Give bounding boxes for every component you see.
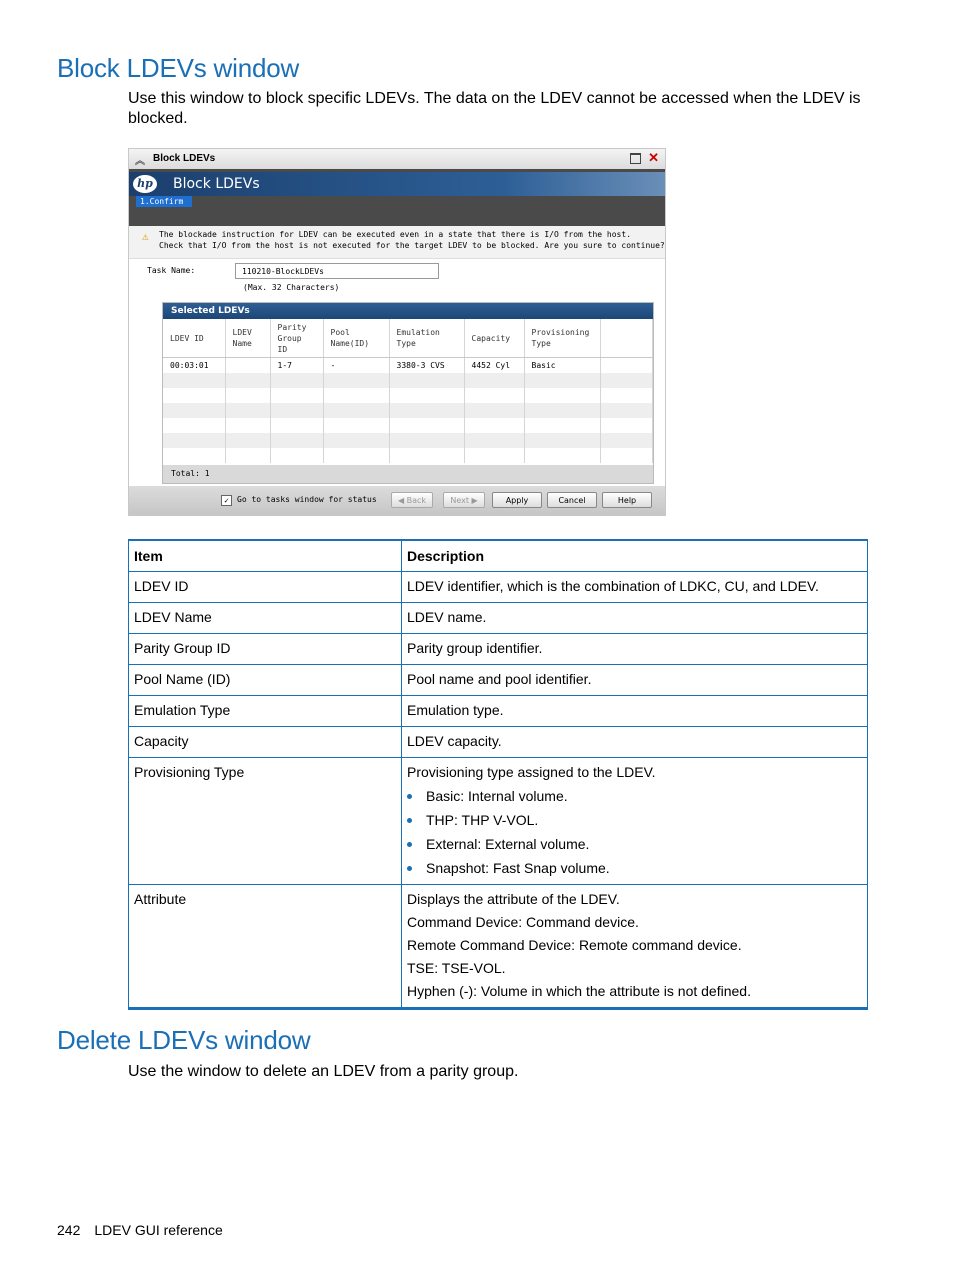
description-cell: Emulation type.: [402, 696, 868, 727]
grid-cell: [225, 418, 270, 433]
ldev-item-description-table: [128, 539, 868, 1010]
column-header-line: Emulation: [396, 328, 440, 337]
page-number: 242: [57, 1222, 81, 1238]
item-cell: Attribute: [129, 885, 402, 1009]
grid-column-header[interactable]: [270, 319, 323, 358]
grid-column-header[interactable]: [163, 319, 225, 358]
grid-cell: [323, 418, 389, 433]
grid-cell: [225, 358, 270, 374]
grid-column-header[interactable]: [524, 319, 600, 358]
grid-row: [163, 433, 653, 448]
provisioning-types-list: [407, 784, 862, 880]
grid-cell: [323, 388, 389, 403]
window-footer: [129, 486, 665, 516]
grid-cell: -: [323, 358, 389, 374]
column-header-line: LDEV ID: [170, 333, 204, 343]
grid-cell: [270, 373, 323, 388]
back-button[interactable]: ◀ Back: [391, 492, 433, 508]
next-button[interactable]: Next ▶: [443, 492, 485, 508]
column-header-line: Provisioning: [531, 328, 590, 337]
grid-cell: [270, 448, 323, 463]
grid-cell: [389, 448, 464, 463]
grid-title: Selected LDEVs: [163, 303, 653, 319]
window-title: Block LDEVs: [153, 153, 216, 164]
grid-cell: [600, 448, 653, 463]
grid-cell: [323, 403, 389, 418]
grid-cell: [600, 388, 653, 403]
grid-cell: [524, 418, 600, 433]
grid-cell: [524, 433, 600, 448]
grid-row: [163, 448, 653, 463]
header-item: Item: [129, 540, 402, 572]
grid-cell: [464, 448, 524, 463]
table-row: [129, 572, 868, 603]
grid-cell: [225, 433, 270, 448]
table-row: [129, 696, 868, 727]
grid-cell: [163, 418, 225, 433]
grid-cell: [389, 403, 464, 418]
item-cell: Capacity: [129, 727, 402, 758]
description-cell: LDEV name.: [402, 603, 868, 634]
grid-cell: 4452 Cyl: [464, 358, 524, 374]
grid-cell: [389, 373, 464, 388]
attribute-line: TSE: TSE-VOL.: [407, 960, 506, 976]
grid-column-header[interactable]: [323, 319, 389, 358]
help-button[interactable]: Help: [602, 492, 652, 508]
grid-row: [163, 418, 653, 433]
go-to-tasks-label: Go to tasks window for status: [237, 495, 377, 504]
item-cell: Emulation Type: [129, 696, 402, 727]
grid-column-header[interactable]: [389, 319, 464, 358]
grid-cell: [524, 388, 600, 403]
grid-cell: [270, 418, 323, 433]
grid-cell: [389, 418, 464, 433]
description-cell: [402, 885, 868, 1009]
table-row: [129, 727, 868, 758]
grid-cell: [225, 403, 270, 418]
grid-cell: [163, 403, 225, 418]
provisioning-description: Provisioning type assigned to the LDEV.: [407, 764, 656, 780]
table-row: [129, 634, 868, 665]
grid-column-header[interactable]: [225, 319, 270, 358]
description-cell: [402, 758, 868, 885]
section-title-block-ldevs: Block LDEVs window: [57, 53, 300, 83]
grid-cell: [389, 388, 464, 403]
grid-cell: [225, 448, 270, 463]
table-row: [129, 758, 868, 885]
grid-cell: [524, 373, 600, 388]
grid-cell: [163, 373, 225, 388]
task-name-hint: (Max. 32 Characters): [243, 283, 340, 292]
column-header-line: Name(ID): [330, 339, 370, 348]
grid-cell: [524, 403, 600, 418]
task-name-input[interactable]: 110210-BlockLDEVs: [235, 263, 439, 279]
grid-cell: 3380-3 CVS: [389, 358, 464, 374]
grid-row[interactable]: [163, 358, 653, 374]
grid-cell: [323, 448, 389, 463]
task-name-label: Task Name:: [147, 266, 196, 275]
grid-header-row: [163, 319, 653, 358]
grid-cell: [270, 388, 323, 403]
window-titlebar: [129, 149, 665, 169]
grid-cell: [600, 358, 653, 374]
grid-cell: [163, 433, 225, 448]
item-cell: LDEV ID: [129, 572, 402, 603]
grid-cell: [225, 388, 270, 403]
wizard-step-confirm[interactable]: 1.Confirm: [136, 196, 192, 207]
description-cell: LDEV identifier, which is the combination of LDKC, CU, and LDEV.: [402, 572, 868, 603]
footer-title: LDEV GUI reference: [94, 1222, 223, 1238]
description-cell: LDEV capacity.: [402, 727, 868, 758]
warning-icon: ⚠: [142, 230, 149, 243]
grid-column-header[interactable]: [600, 319, 653, 358]
section-title-delete-ldevs: Delete LDEVs window: [57, 1025, 311, 1055]
grid-cell: [464, 373, 524, 388]
close-icon[interactable]: ✕: [648, 150, 659, 165]
grid-cell: 00:03:01: [163, 358, 225, 374]
page-footer: [57, 1222, 223, 1238]
grid-cell: [270, 403, 323, 418]
section-intro-block-ldevs: Use this window to block specific LDEVs. The data on the LDEV cannot be accessed when the LDEV is blocked.: [128, 90, 861, 127]
column-header-line: Group: [277, 333, 302, 343]
column-header-line: Type: [396, 339, 416, 348]
grid-cell: [323, 373, 389, 388]
list-item: External: External volume.: [426, 832, 862, 856]
column-header-line: LDEV: [232, 328, 252, 337]
go-to-tasks-checkbox[interactable]: ✓: [221, 495, 232, 506]
grid-row: [163, 403, 653, 418]
warning-line-2: Check that I/O from the host is not executed for the target LDEV to be blocked. Are you sure to continue?: [159, 241, 665, 250]
warning-line-1: The blockade instruction for LDEV can be executed even in a state that there is I/O from the host.: [159, 230, 632, 239]
grid-row: [163, 373, 653, 388]
header-description: Description: [402, 540, 868, 572]
grid-column-header[interactable]: [464, 319, 524, 358]
description-cell: Parity group identifier.: [402, 634, 868, 665]
list-item: THP: THP V-VOL.: [426, 808, 862, 832]
list-item: Basic: Internal volume.: [426, 784, 862, 808]
grid-cell: [600, 418, 653, 433]
column-header-line: Name: [232, 339, 252, 348]
attribute-line: Command Device: Command device.: [407, 914, 639, 930]
grid-cell: [464, 388, 524, 403]
table-row: [129, 885, 868, 1009]
banner-title: Block LDEVs: [173, 176, 260, 192]
attribute-line: Displays the attribute of the LDEV.: [407, 891, 620, 907]
grid-total: Total: 1: [163, 465, 653, 483]
table-header-row: [129, 540, 868, 572]
item-cell: Pool Name (ID): [129, 665, 402, 696]
item-cell: LDEV Name: [129, 603, 402, 634]
column-header-line: Type: [531, 339, 551, 348]
hp-logo: hp: [133, 175, 157, 193]
grid-cell: [600, 373, 653, 388]
window-banner: [129, 169, 665, 226]
item-cell: Provisioning Type: [129, 758, 402, 885]
grid-cell: [600, 403, 653, 418]
grid-cell: [163, 448, 225, 463]
column-header-line: Parity: [277, 322, 307, 332]
table-row: [129, 665, 868, 696]
attribute-line: Hyphen (-): Volume in which the attribute is not defined.: [407, 983, 751, 999]
table-row: [129, 603, 868, 634]
attribute-line: Remote Command Device: Remote command device.: [407, 937, 742, 953]
section-intro-delete-ldevs: Use the window to delete an LDEV from a parity group.: [128, 1063, 519, 1080]
maximize-icon[interactable]: [630, 153, 641, 164]
grid-cell: [270, 433, 323, 448]
grid-cell: [389, 433, 464, 448]
grid-cell: [464, 418, 524, 433]
grid-cell: [163, 388, 225, 403]
grid-cell: 1-7: [270, 358, 323, 374]
column-header-line: Pool: [330, 328, 350, 337]
item-cell: Parity Group ID: [129, 634, 402, 665]
collapse-icon[interactable]: ︽: [135, 156, 145, 167]
grid-cell: [323, 433, 389, 448]
grid-row: [163, 388, 653, 403]
description-cell: Pool name and pool identifier.: [402, 665, 868, 696]
grid-cell: Basic: [524, 358, 600, 374]
grid-cell: [464, 403, 524, 418]
grid-cell: [524, 448, 600, 463]
apply-button[interactable]: Apply: [492, 492, 542, 508]
cancel-button[interactable]: Cancel: [547, 492, 597, 508]
column-header-line: Capacity: [471, 333, 511, 343]
grid-cell: [600, 433, 653, 448]
grid-cell: [464, 433, 524, 448]
column-header-line: ID: [277, 344, 288, 354]
block-ldevs-window-screenshot: [128, 148, 666, 516]
list-item: Snapshot: Fast Snap volume.: [426, 856, 862, 880]
selected-ldevs-grid: [162, 302, 654, 484]
grid-cell: [225, 373, 270, 388]
warning-message: [129, 226, 665, 259]
